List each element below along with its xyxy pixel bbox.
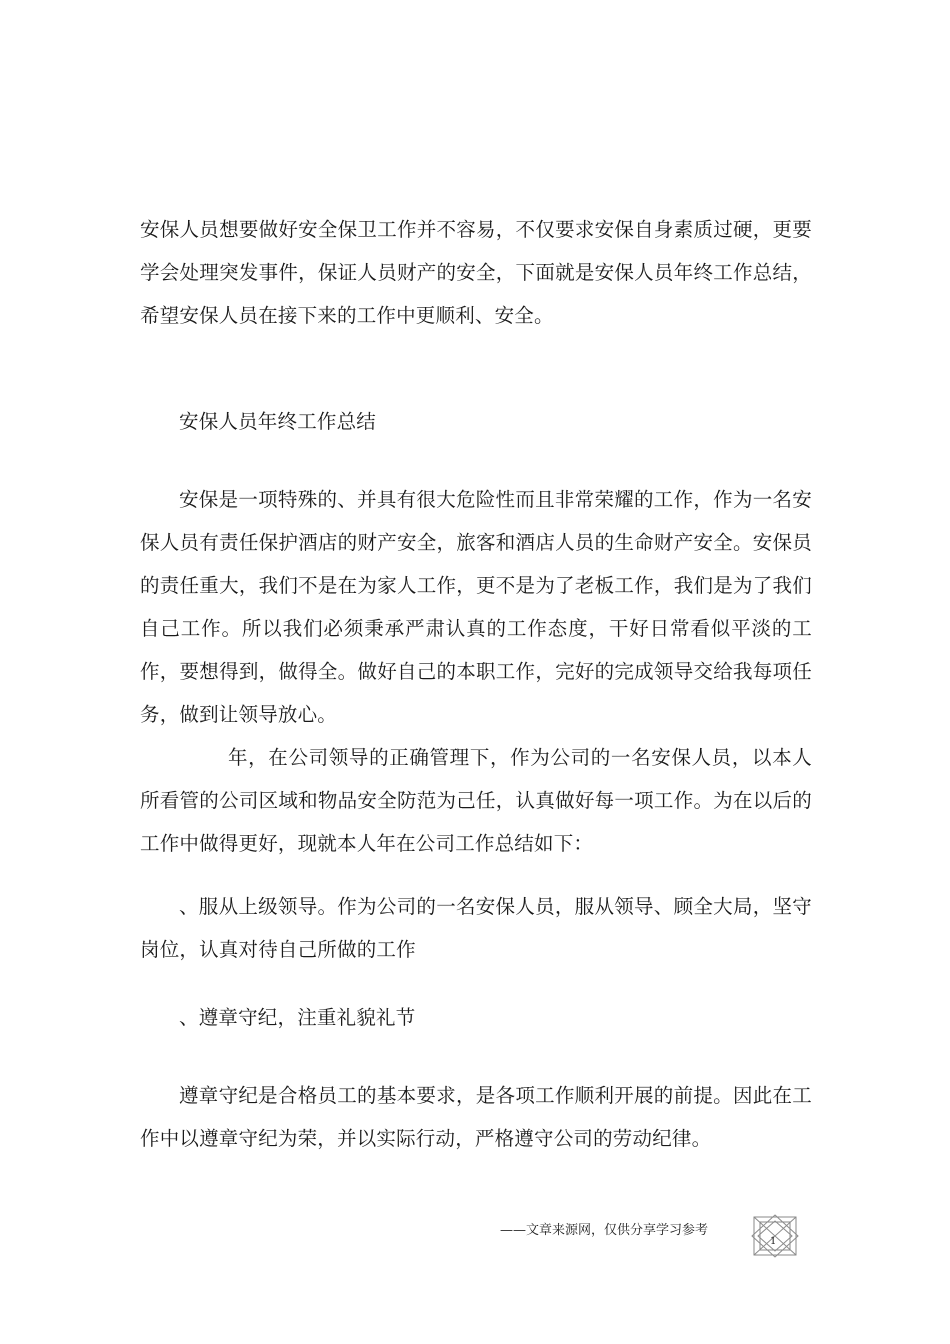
body-paragraph-5: 遵章守纪是合格员工的基本要求，是各项工作顺利开展的前提。因此在工作中以遵章守纪为荣，并以实际行动，严格遵守公司的劳动纪律。: [140, 1084, 812, 1150]
body-paragraph-3: 、服从上级领导。作为公司的一名安保人员，服从领导、顾全大局，坚守岗位，认真对待自己所做的工作: [140, 895, 812, 961]
body-paragraph-4: 、遵章守纪，注重礼貌礼节: [179, 1006, 416, 1029]
body-paragraph-2: 年，在公司领导的正确管理下，作为公司的一名安保人员，以本人所看管的公司区域和物品安全防范为己任，认真做好每一项工作。为在以后的工作中做得更好，现就本人年在公司工作总结如下：: [140, 746, 812, 855]
page-number: 1: [770, 1236, 777, 1247]
footer-source-note: ——文章来源网，仅供分享学习参考: [500, 1223, 709, 1238]
document-heading: 安保人员年终工作总结: [179, 410, 377, 433]
intro-paragraph: 安保人员想要做好安全保卫工作并不容易，不仅要求安保自身素质过硬，更要学会处理突发事件，保证人员财产的安全，下面就是安保人员年终工作总结，希望安保人员在接下来的工作中更顺利、安全。: [140, 218, 812, 327]
body-paragraph-1: 安保是一项特殊的、并具有很大危险性而且非常荣耀的工作，作为一名安保人员有责任保护酒店的财产安全，旅客和酒店人员的生命财产安全。安保员的责任重大，我们不是在为家人工作，更不是为了老板工作，我们是为了我们自己工作。所以我们必须秉承严肃认真的工作态度，干好日常看似平淡的工作，要想得到，做得全。做好自己的本职工作，完好的完成领导交给我每项任务，做到让领导放心。: [140, 488, 812, 726]
